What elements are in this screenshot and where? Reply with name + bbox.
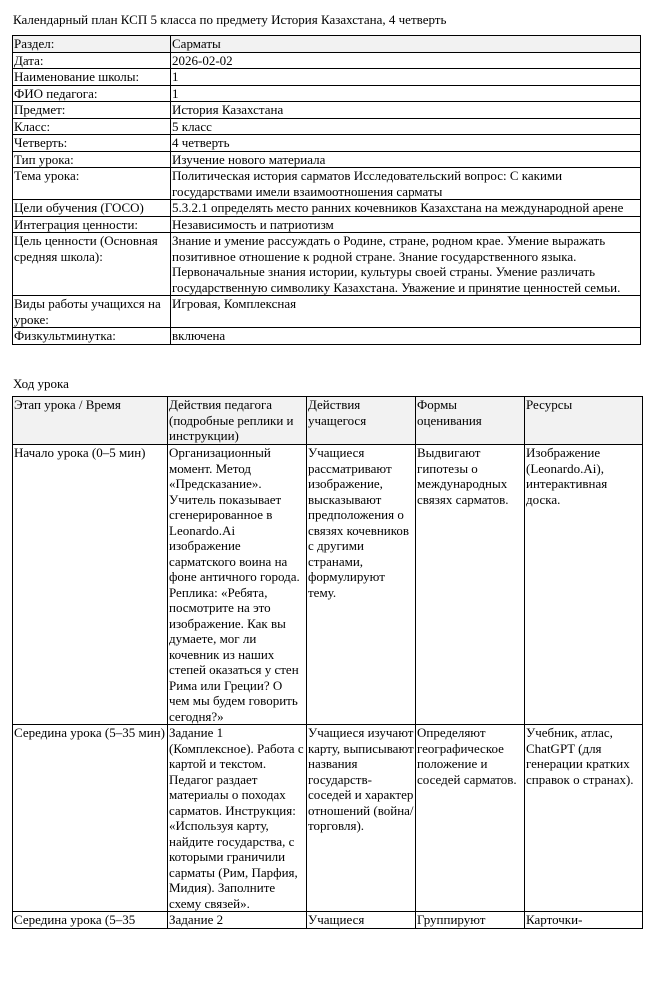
info-key: Дата: <box>13 52 171 69</box>
info-row <box>13 200 641 217</box>
info-row <box>13 52 641 69</box>
info-value: Изучение нового материала <box>171 151 641 168</box>
info-value: 2026-02-02 <box>171 52 641 69</box>
info-row <box>13 135 641 152</box>
table-row <box>13 445 643 725</box>
info-value: 5 класс <box>171 118 641 135</box>
info-value: Сарматы <box>171 36 641 53</box>
info-row <box>13 102 641 119</box>
table-row <box>13 725 643 912</box>
info-key: Предмет: <box>13 102 171 119</box>
info-key: Раздел: <box>13 36 171 53</box>
info-row <box>13 118 641 135</box>
info-key: Тема урока: <box>13 168 171 200</box>
lesson-info-table <box>12 35 641 345</box>
info-key: Интеграция ценности: <box>13 216 171 233</box>
stage-cell: Начало урока (0–5 мин) <box>13 445 168 725</box>
teacher-actions-cell: Задание 1 (Комплексное). Работа с картой и текстом. Педагог раздает материалы о походах сарматов. Инструкция: «Используя карту, найдите государства, с которыми граничили сарматы (Рим, Парфия, Мидия). Заполните схему связей». <box>168 725 307 912</box>
info-value: 5.3.2.1 определять место ранних кочевников Казахстана на международной арене <box>171 200 641 217</box>
info-value: 1 <box>171 85 641 102</box>
lesson-flow-table <box>12 396 643 929</box>
table-header-row <box>13 397 643 445</box>
assessment-cell: Выдвигают гипотезы о международных связях сарматов. <box>416 445 525 725</box>
column-header-resources: Ресурсы <box>525 397 643 445</box>
resources-cell: Изображение (Leonardo.Ai), интерактивная доска. <box>525 445 643 725</box>
teacher-actions-cell: Задание 2 <box>168 912 307 929</box>
resources-cell: Учебник, атлас, ChatGPT (для генерации кратких справок о странах). <box>525 725 643 912</box>
info-value: 1 <box>171 69 641 86</box>
info-key: Физкультминутка: <box>13 328 171 345</box>
info-row <box>13 69 641 86</box>
info-value: включена <box>171 328 641 345</box>
teacher-actions-cell: Организационный момент. Метод «Предсказание». Учитель показывает сгенерированное в Leonardo.Ai изображение сарматского воина на фоне античного города. Реплика: «Ребята, посмотрите на это изображение. Как вы думаете, мог ли кочевник из наших степей оказаться у стен Рима или Греции? О чем мы будем говорить сегодня?» <box>168 445 307 725</box>
info-row <box>13 151 641 168</box>
info-key: Цели обучения (ГОСО) <box>13 200 171 217</box>
student-actions-cell: Учащиеся рассматривают изображение, высказывают предположения о связях кочевников с другими странами, формулируют тему. <box>307 445 416 725</box>
info-value: Политическая история сарматов Исследовательский вопрос: С какими государствами имели взаимоотношения сарматы <box>171 168 641 200</box>
info-key: Виды работы учащихся на уроке: <box>13 296 171 328</box>
student-actions-cell: Учащиеся <box>307 912 416 929</box>
info-row <box>13 216 641 233</box>
info-value: 4 четверть <box>171 135 641 152</box>
info-row <box>13 36 641 53</box>
info-row <box>13 233 641 296</box>
info-key: Наименование школы: <box>13 69 171 86</box>
info-row <box>13 296 641 328</box>
info-row <box>13 328 641 345</box>
info-value: История Казахстана <box>171 102 641 119</box>
student-actions-cell: Учащиеся изучают карту, выписывают названия государств-соседей и характер отношений (война/торговля). <box>307 725 416 912</box>
lesson-flow-heading: Ход урока <box>13 376 69 391</box>
resources-cell: Карточки- <box>525 912 643 929</box>
assessment-cell: Определяют географическое положение и соседей сарматов. <box>416 725 525 912</box>
info-row <box>13 85 641 102</box>
info-key: Тип урока: <box>13 151 171 168</box>
column-header-stage: Этап урока / Время <box>13 397 168 445</box>
info-value: Знание и умение рассуждать о Родине, стране, родном крае. Умение выражать позитивное отношение к родной стране. Знание государственного языка. Первоначальные знания истории, культуры своей страны. Умение различать государственную символику Казахстана. Уважение и принятие ценностей семьи. <box>171 233 641 296</box>
info-key: Цель ценности (Основная средняя школа): <box>13 233 171 296</box>
column-header-assessment: Формы оценивания <box>416 397 525 445</box>
assessment-cell: Группируют <box>416 912 525 929</box>
info-value: Игровая, Комплексная <box>171 296 641 328</box>
info-row <box>13 168 641 200</box>
column-header-teacher: Действия педагога (подробные реплики и инструкции) <box>168 397 307 445</box>
document-title: Календарный план КСП 5 класса по предмету История Казахстана, 4 четверть <box>13 12 447 27</box>
column-header-student: Действия учащегося <box>307 397 416 445</box>
info-value: Независимость и патриотизм <box>171 216 641 233</box>
info-key: Класс: <box>13 118 171 135</box>
stage-cell: Середина урока (5–35 <box>13 912 168 929</box>
info-key: ФИО педагога: <box>13 85 171 102</box>
table-row <box>13 912 643 929</box>
stage-cell: Середина урока (5–35 мин) <box>13 725 168 912</box>
info-key: Четверть: <box>13 135 171 152</box>
